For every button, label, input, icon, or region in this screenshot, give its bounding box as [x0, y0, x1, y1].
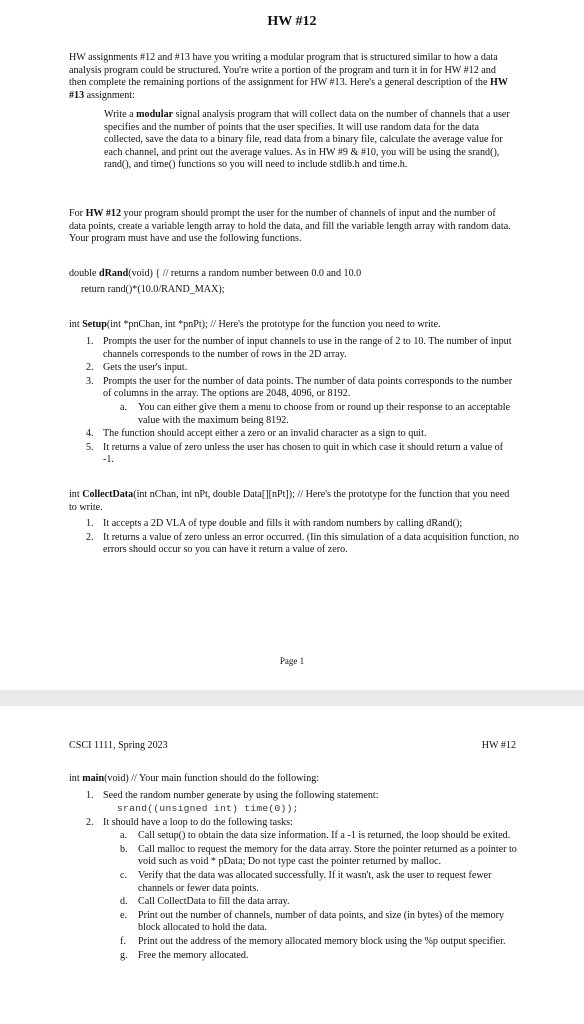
course-header: CSCI 1111, Spring 2023 [69, 740, 168, 751]
list-subitem: b. Call malloc to request the memory for the data array. Store the pointer returned as a pointer to void such as void * pData; Do not type cast the pointer returned by malloc. [120, 843, 517, 868]
document-page-2 [0, 706, 584, 1024]
hw12-paragraph: For HW #12 your program should prompt the user for the number of channels of input and the number of data points, create a variable length array to hold the data, and fill the variable length array with random data. Your program must have and use the following functions. [69, 208, 511, 245]
hw-header: HW #12 [481, 740, 516, 751]
list-subitem: d. Call CollectData to fill the data array. [120, 896, 290, 908]
srand-code: srand((unsigned int) time(0)); [117, 802, 299, 814]
list-subitem: c. Verify that the data was allocated successfully. If it wasn't, ask the user to request fewer channels or fewer data points. [120, 869, 492, 894]
collectdata-list [86, 518, 522, 557]
list-item: 2. It returns a value of zero unless an error occurred. (Iin this simulation of a data acquisition function, no errors should occur so you can have it return a value of zero. [86, 531, 519, 556]
list-item: 1. It accepts a 2D VLA of type double and fills it with random numbers by calling dRand(); [86, 518, 463, 529]
page-number: Page 1 [279, 656, 305, 666]
list-item: 2. Gets the user's input. [86, 362, 188, 374]
main-signature: int main(void) // Your main function should do the following: [69, 773, 320, 784]
assignment-description-block: Write a modular signal analysis program that will collect data on the number of channels that a user specifies and the number of points that the user specifies. It will use random data for the data collected, save the data to a binary file, read data from a binary file, calculate the average value for each channel, and print out the average values. As in HW #9 & #10, you will be using the srand(), rand(), and time() functions so you will need to include stdlib.h and time.h. [104, 109, 510, 171]
drand-signature: double dRand(void) { // returns a random number between 0.0 and 10.0 [69, 268, 362, 279]
collectdata-signature: int CollectData(int nChan, int nPt, double Data[][nPt]); // Here's the prototype for the function that you need to write. [69, 489, 510, 513]
list-item: 1. Prompts the user for the number of input channels to use in the range of 2 to 10. The number of input channels corresponds to the number of rows in the 2D array. [86, 336, 512, 360]
list-subitem: g. Free the memory allocated. [120, 949, 249, 961]
list-item: 3. Prompts the user for the number of data points. The number of data points corresponds to the number of columns in the array. The options are 2048, 4096, or 8192. [86, 375, 513, 400]
list-subitem: f. Print out the address of the memory allocated memory block using the %p output specifier. [120, 935, 506, 947]
main-list [86, 790, 522, 962]
list-item: 1. Seed the random number generate by using the following statement: [86, 790, 379, 801]
setup-signature: int Setup(int *pnChan, int *pnPt); // Here's the prototype for the function you need to write. [69, 319, 441, 330]
list-item: 2. It should have a loop to do the following tasks: [86, 816, 293, 828]
list-subitem: e. Print out the number of channels, number of data points, and size (in bytes) of the memory block allocated to hold the data. [120, 909, 505, 934]
list-item: 5. It returns a value of zero unless the user has chosen to quit in which case it should return a value of -1. [86, 441, 503, 466]
intro-paragraph: HW assignments #12 and #13 have you writing a modular program that is structured similar to how a data analysis program could be structured. You're write a portion of the program and turn it in for HW #12 and then complete the remaining portions of the assignment for HW #13. Here's a general description of the HW #13 assignment: [69, 52, 508, 101]
list-item: 4. The function should accept either a zero or an invalid character as a sign to quit. [86, 428, 427, 440]
drand-body: return rand()*(10.0/RAND_MAX); [81, 284, 225, 295]
list-subitem: a. You can either give them a menu to choose from or round up their response to an acceptable value with the maximum being 8192. [120, 401, 511, 426]
setup-list [86, 336, 516, 467]
list-subitem: a. Call setup() to obtain the data size information. If a -1 is returned, the loop should be exited. [120, 830, 511, 842]
document-title: HW #12 [267, 14, 317, 29]
